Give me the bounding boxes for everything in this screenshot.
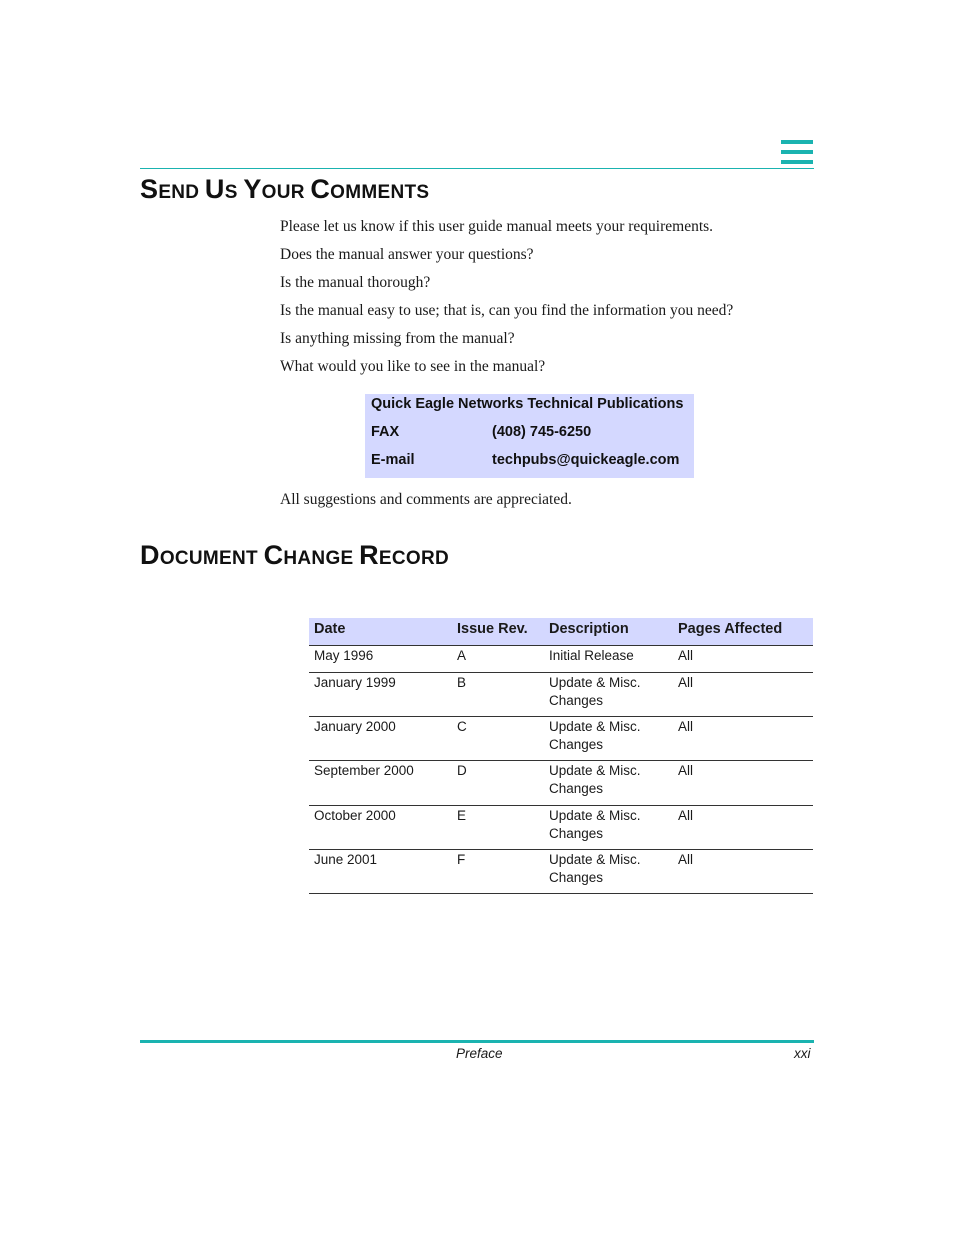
comment-question: What would you like to see in the manual? <box>280 358 546 375</box>
footer-section: Preface <box>456 1046 503 1061</box>
three-bar-menu-icon <box>781 140 813 166</box>
header-issue-rev: Issue Rev. <box>457 621 528 637</box>
table-row <box>309 806 813 850</box>
cell-description: Update & Misc. Changes <box>549 675 641 708</box>
email-label: E-mail <box>371 452 415 468</box>
comment-question: Is the manual thorough? <box>280 274 431 291</box>
cell-pages: All <box>678 852 694 867</box>
cell-rev: F <box>457 852 466 867</box>
cell-date: January 2000 <box>314 719 396 734</box>
contact-box <box>365 394 694 478</box>
cell-rev: C <box>457 719 467 734</box>
header-pages-affected: Pages Affected <box>678 621 783 637</box>
cell-description: Initial Release <box>549 648 634 663</box>
cell-date: January 1999 <box>314 675 396 690</box>
table-header <box>309 618 813 646</box>
table-row <box>309 673 813 717</box>
closing-text: All suggestions and comments are appreciated. <box>280 491 572 508</box>
email-address[interactable]: techpubs@quickeagle.com <box>492 452 680 468</box>
change-record-title: DOCUMENT CHANGE RECORD <box>140 540 450 570</box>
comment-question: Is the manual easy to use; that is, can you find the information you need? <box>280 302 734 319</box>
send-comments-title: SEND US YOUR COMMENTS <box>140 174 430 204</box>
table-row <box>309 761 813 806</box>
cell-description: Update & Misc. Changes <box>549 852 641 885</box>
cell-pages: All <box>678 808 694 823</box>
table-row <box>309 646 813 673</box>
fax-number: (408) 745-6250 <box>492 424 592 440</box>
fax-label: FAX <box>371 424 400 440</box>
comment-question: Is anything missing from the manual? <box>280 330 515 347</box>
cell-date: October 2000 <box>314 808 396 823</box>
table-row <box>309 717 813 761</box>
header-description: Description <box>549 621 629 637</box>
header-date: Date <box>314 621 346 637</box>
cell-date: May 1996 <box>314 648 374 663</box>
top-rule <box>140 168 814 169</box>
cell-pages: All <box>678 763 694 778</box>
comment-question: Please let us know if this user guide manual meets your requirements. <box>280 218 714 235</box>
cell-description: Update & Misc. Changes <box>549 719 641 752</box>
cell-rev: A <box>457 648 467 663</box>
change-record-table <box>309 618 813 894</box>
cell-pages: All <box>678 648 694 663</box>
cell-description: Update & Misc. Changes <box>549 808 641 841</box>
page-number: xxi <box>794 1046 811 1061</box>
cell-rev: E <box>457 808 467 823</box>
footer-rule <box>140 1040 814 1043</box>
contact-org: Quick Eagle Networks Technical Publications <box>371 396 684 412</box>
cell-date: June 2001 <box>314 852 378 867</box>
cell-rev: D <box>457 763 467 778</box>
cell-description: Update & Misc. Changes <box>549 763 641 796</box>
comment-question: Does the manual answer your questions? <box>280 246 534 263</box>
cell-date: September 2000 <box>314 763 414 778</box>
table-row <box>309 850 813 894</box>
cell-pages: All <box>678 719 694 734</box>
cell-rev: B <box>457 675 467 690</box>
cell-pages: All <box>678 675 694 690</box>
